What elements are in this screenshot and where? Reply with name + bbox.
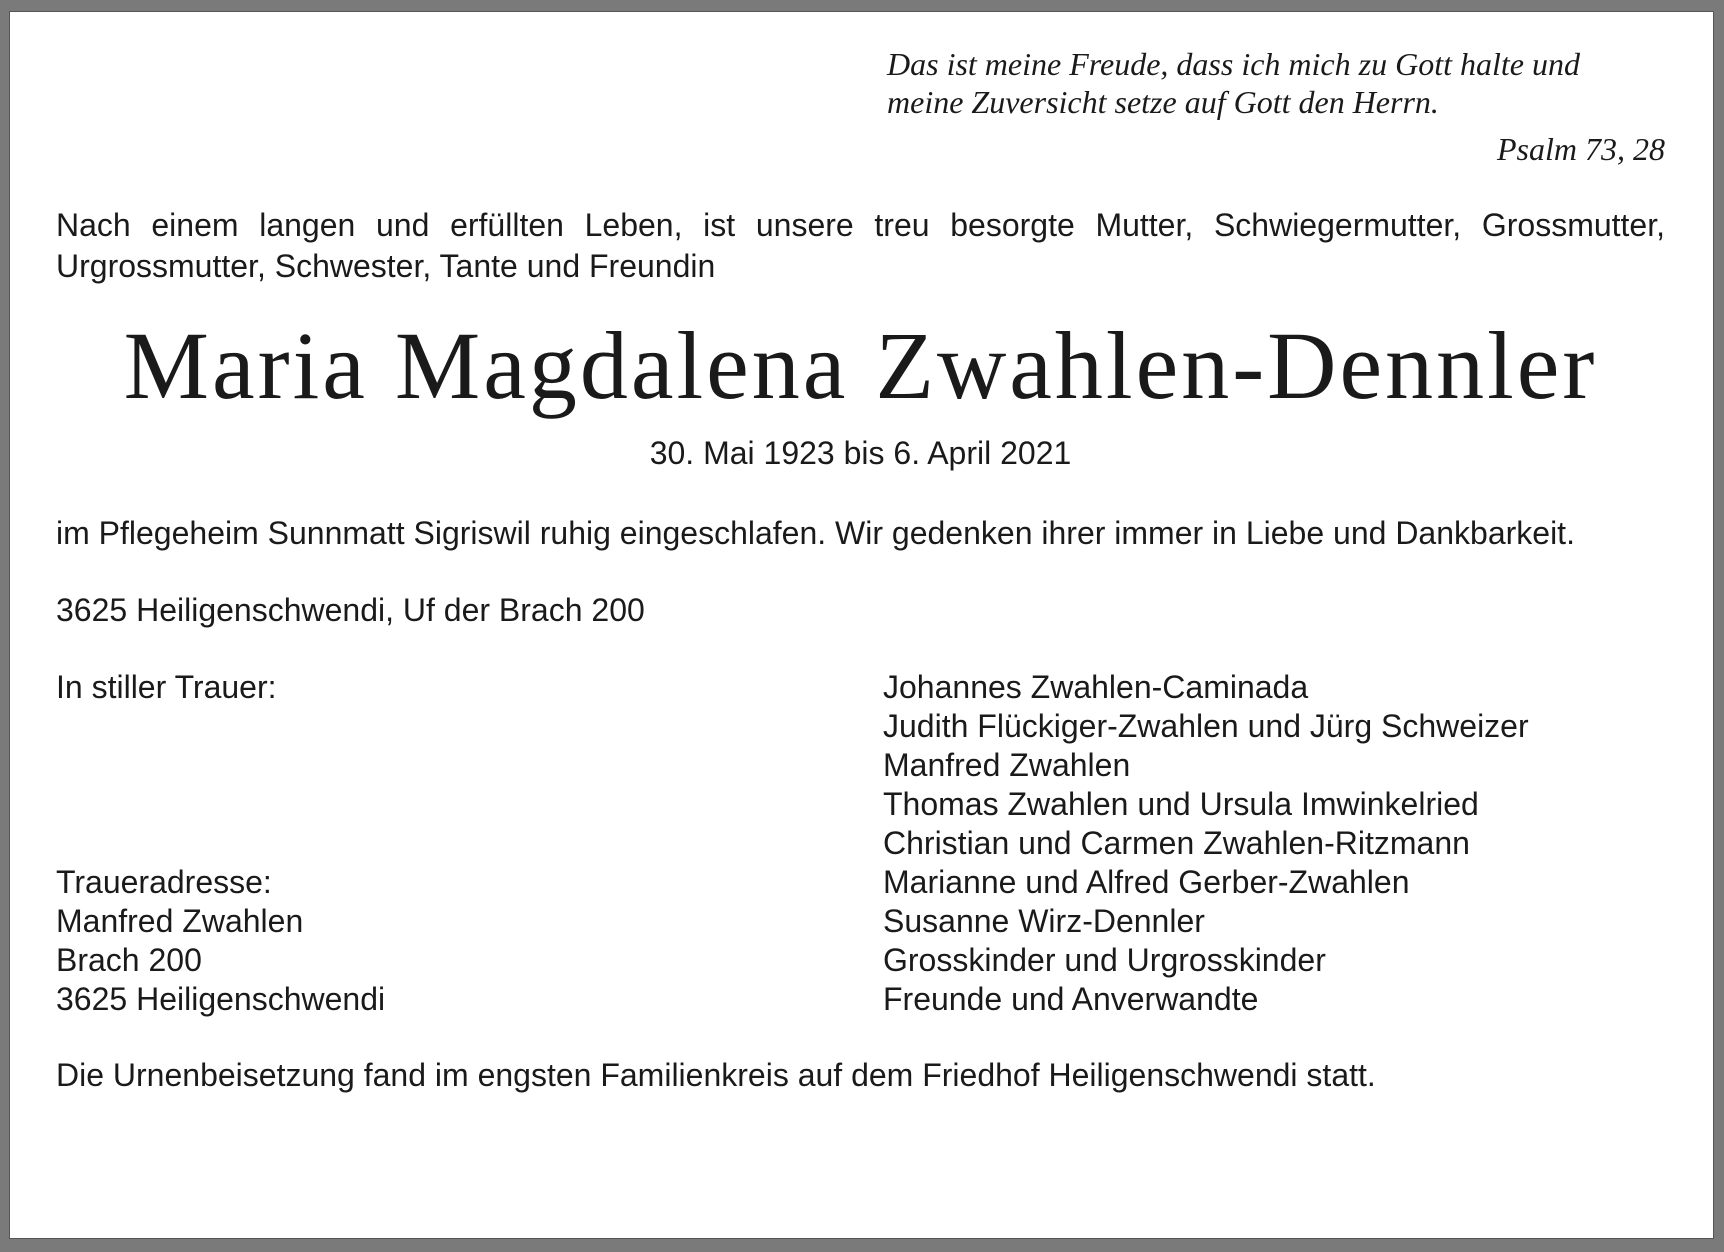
quote-attribution: Psalm 73, 28 [1497, 131, 1665, 167]
spacer [56, 707, 883, 863]
mourner-item: Grosskinder und Urgrosskinder [883, 942, 1326, 978]
mourner-item: Johannes Zwahlen-Caminada [883, 669, 1309, 705]
deceased-name: Maria Magdalena Zwahlen-Dennler [123, 312, 1598, 419]
intro-line-1: Nach einem langen und erfüllten Leben, ist unsere treu besorgte Mutter, Schwiegermutter, Grossmutter, [56, 207, 1665, 243]
intro-paragraph [56, 205, 1665, 287]
mourning-label: In stiller Trauer: [56, 669, 277, 705]
bible-quote-line-1: Das ist meine Freude, dass ich mich zu Gott halte und [887, 46, 1580, 82]
life-dates: 30. Mai 1923 bis 6. April 2021 [649, 435, 1072, 471]
mourner-item: Christian und Carmen Zwahlen-Ritzmann [883, 825, 1470, 861]
mourner-item: Judith Flückiger-Zwahlen und Jürg Schweizer [883, 708, 1529, 744]
passing-text: im Pflegeheim Sunnmatt Sigriswil ruhig eingeschlafen. Wir gedenken ihrer immer in Liebe und Dankbarkeit. [56, 515, 1575, 551]
mourning-address-label: Traueradresse: [56, 864, 272, 900]
residence-address: 3625 Heiligenschwendi, Uf der Brach 200 [56, 592, 645, 628]
mourning-address-line: Manfred Zwahlen [56, 903, 304, 939]
mourning-address-line: Brach 200 [56, 942, 202, 978]
mourners-list [883, 668, 1665, 1019]
bible-quote [56, 45, 1665, 121]
bible-quote-line-2: meine Zuversicht setze auf Gott den Herrn. [887, 84, 1439, 120]
obituary-page [10, 12, 1713, 1238]
mourner-item: Manfred Zwahlen [883, 747, 1131, 783]
mourning-left-column [56, 668, 883, 1019]
mourner-item: Freunde und Anverwandte [883, 981, 1259, 1017]
mourning-section [56, 668, 1665, 1019]
mourning-address-line: 3625 Heiligenschwendi [56, 981, 386, 1017]
mourner-item: Susanne Wirz-Dennler [883, 903, 1205, 939]
mourner-item: Thomas Zwahlen und Ursula Imwinkelried [883, 786, 1479, 822]
mourner-item: Marianne und Alfred Gerber-Zwahlen [883, 864, 1410, 900]
burial-notice: Die Urnenbeisetzung fand im engsten Familienkreis auf dem Friedhof Heiligenschwendi statt. [56, 1057, 1376, 1093]
intro-line-2: Urgrossmutter, Schwester, Tante und Freundin [56, 248, 716, 284]
